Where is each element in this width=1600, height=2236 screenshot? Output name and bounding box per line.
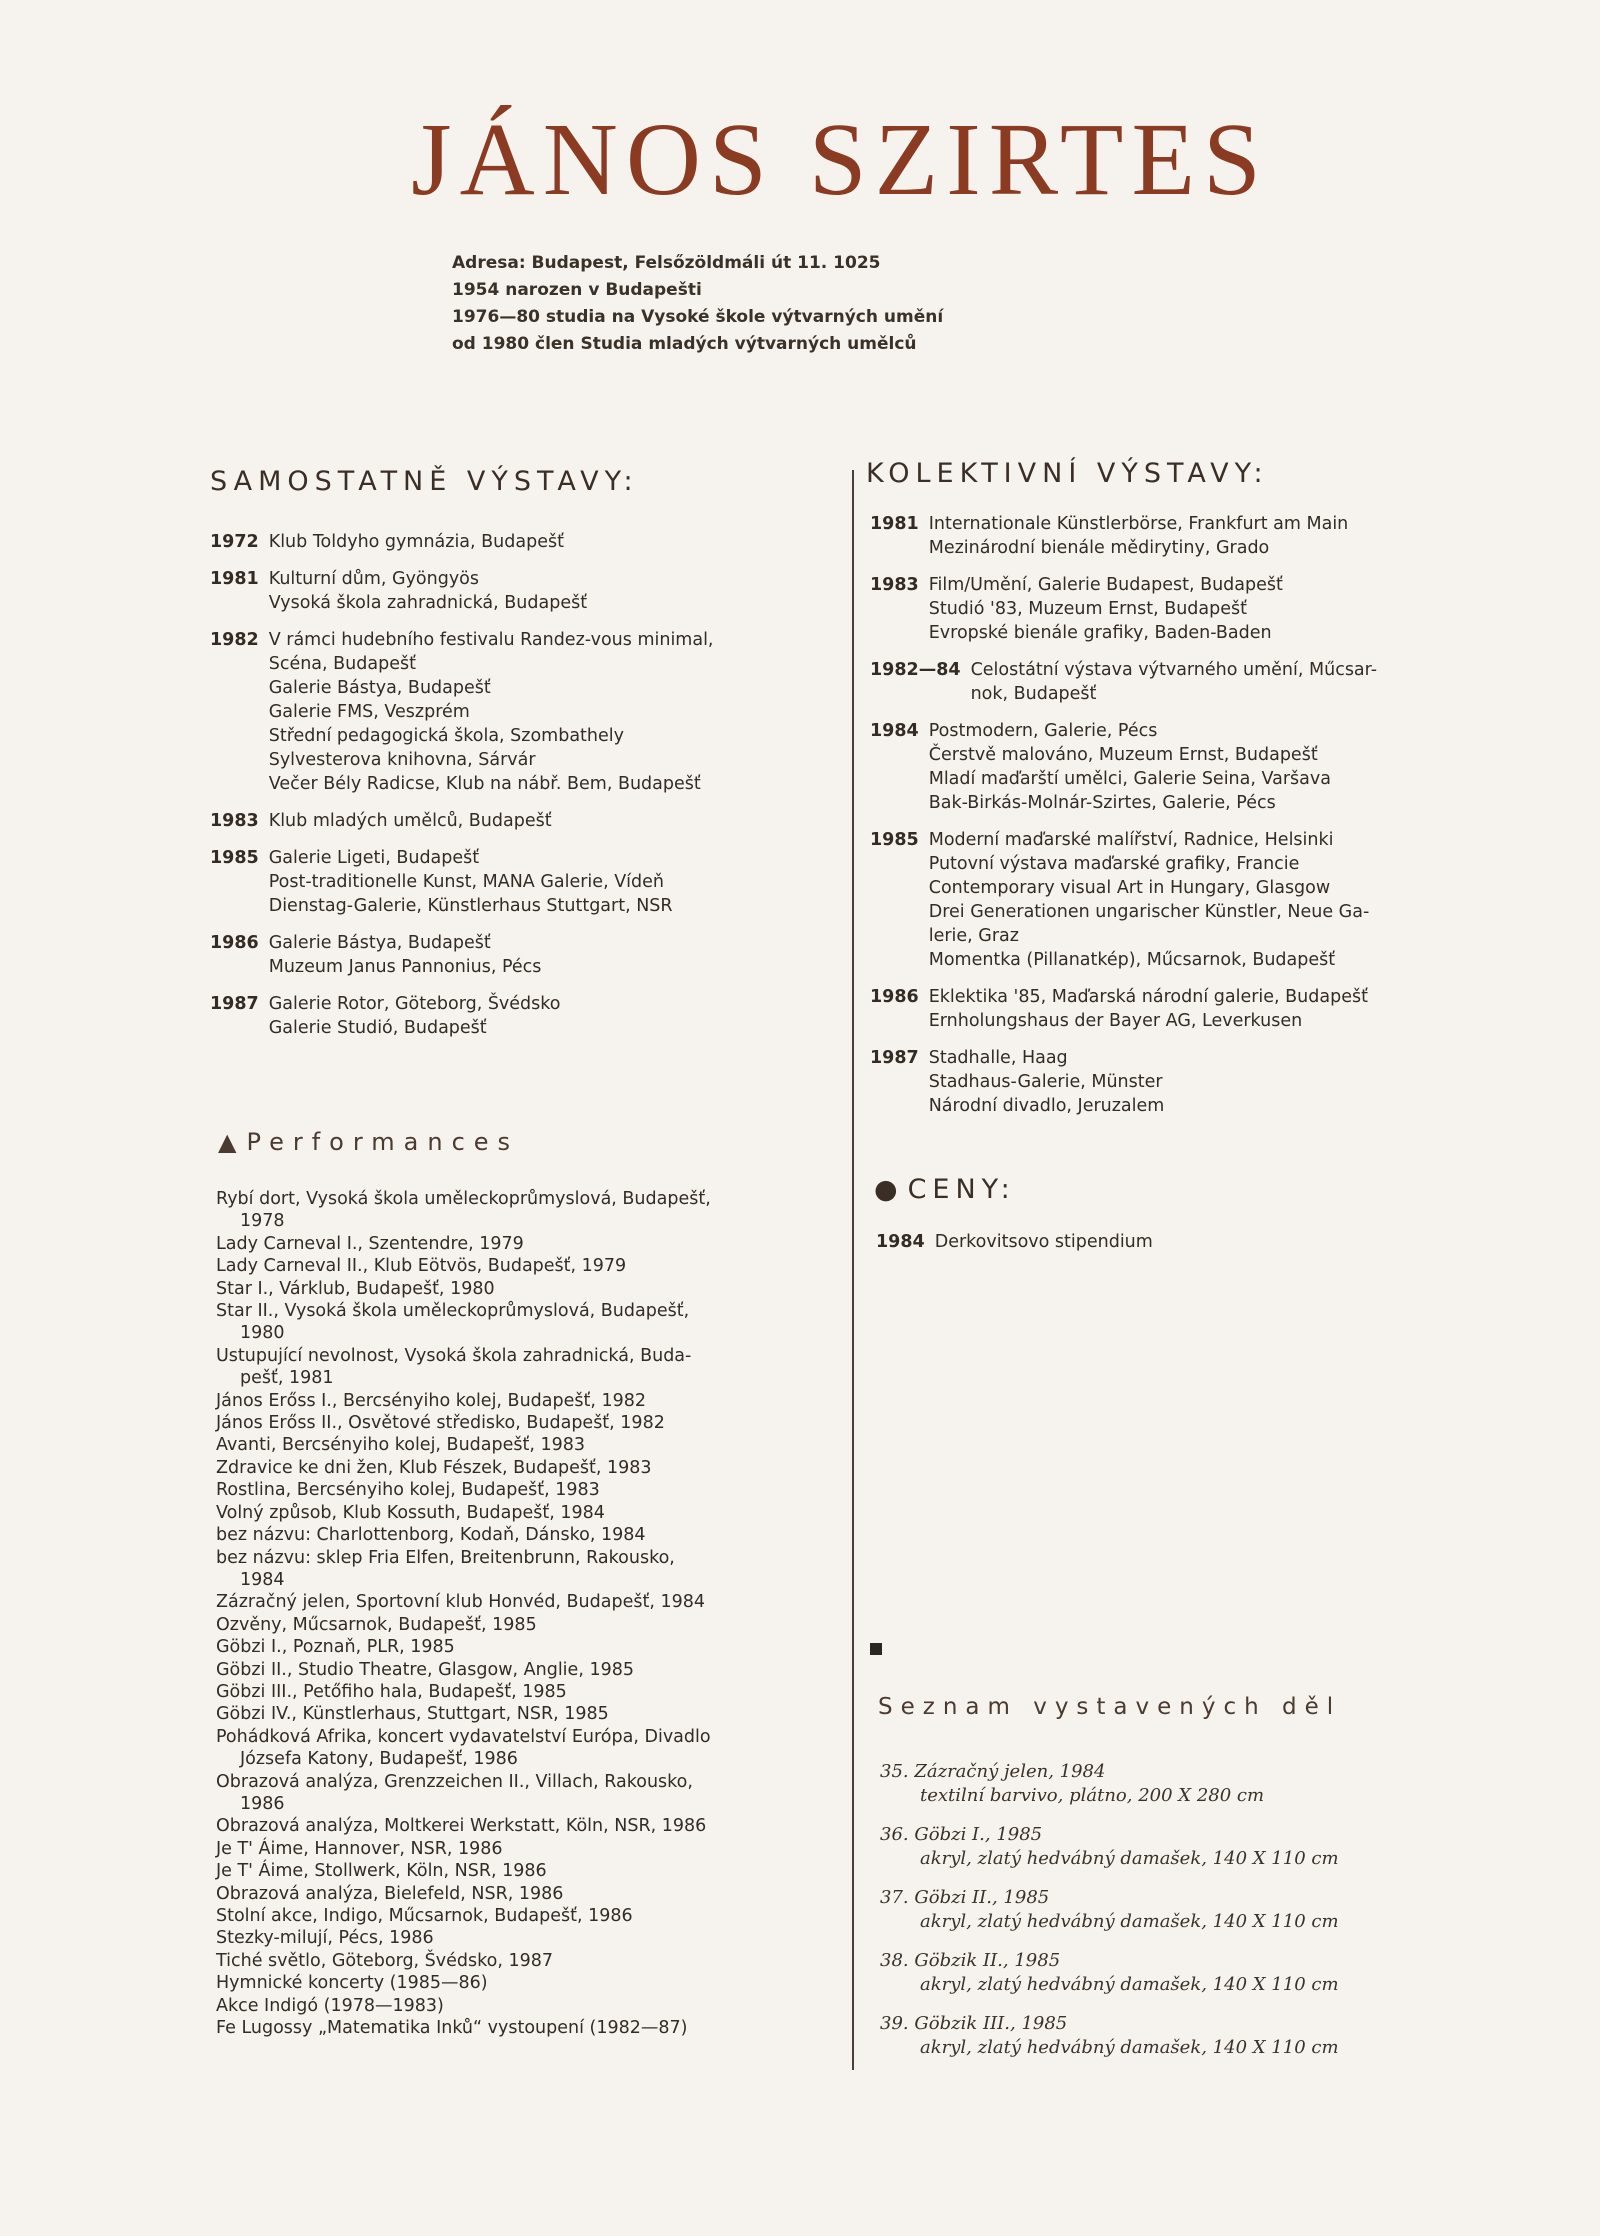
- performance-line: pešť, 1981: [240, 1368, 334, 1389]
- entry-year: 1987: [210, 994, 259, 1014]
- performance-line: Avanti, Bercsényiho kolej, Budapešť, 1983: [216, 1435, 586, 1456]
- performance-line: Ozvěny, Műcsarnok, Budapešť, 1985: [216, 1614, 537, 1635]
- work-title: 39. Göbzik III., 1985: [880, 2013, 1068, 2034]
- work-detail: akryl, zlatý hedvábný damašek, 140 X 110 cm: [920, 1911, 1339, 1932]
- entry-year: 1981: [210, 569, 259, 589]
- bullet-icon: ●: [874, 1174, 898, 1205]
- entry-line: Internationale Künstlerbörse, Frankfurt am Main: [928, 514, 1349, 534]
- performance-line: Obrazová analýza, Bielefeld, NSR, 1986: [216, 1883, 564, 1904]
- performance-line: Zdravice ke dni žen, Klub Fészek, Budapešť, 1983: [216, 1457, 652, 1478]
- entry-year: 1983: [210, 811, 259, 831]
- entry-line: Galerie FMS, Veszprém: [268, 702, 470, 722]
- performance-line: Je T' Áime, Hannover, NSR, 1986: [216, 1838, 503, 1859]
- work-item: [880, 1949, 1339, 1997]
- entry-line: Evropské bienále grafiky, Baden-Baden: [928, 623, 1272, 643]
- entry-line: Drei Generationen ungarischer Künstler, Neue Ga-: [928, 902, 1370, 922]
- performance-line: Ustupující nevolnost, Vysoká škola zahradnická, Buda-: [216, 1345, 692, 1366]
- work-item: [880, 1886, 1339, 1934]
- entry-line: Kulturní dům, Gyöngyös: [268, 569, 480, 589]
- artist-bio: [452, 250, 943, 358]
- group-entry: [870, 658, 1377, 706]
- group-exhibitions-heading: KOLEKTIVNÍ VÝSTAVY:: [866, 458, 1269, 489]
- entry-line: Mladí maďarští umělci, Galerie Seina, Varšava: [928, 769, 1331, 789]
- performance-line: 1986: [240, 1793, 285, 1814]
- performance-line: János Erőss I., Bercsényiho kolej, Budapešť, 1982: [216, 1390, 647, 1411]
- entry-year: 1985: [870, 830, 919, 850]
- entry-year: 1972: [210, 532, 259, 552]
- entry-line: Galerie Bástya, Budapešť: [268, 678, 491, 698]
- work-title: 36. Göbzi I., 1985: [880, 1824, 1043, 1845]
- entry-year: 1982: [210, 630, 259, 650]
- solo-entry: [210, 567, 714, 615]
- entry-year: 1984: [876, 1232, 925, 1252]
- solo-entry: [210, 931, 714, 979]
- performance-line: 1980: [240, 1323, 285, 1344]
- performances-heading-text: Performances: [246, 1128, 520, 1156]
- entry-line: Večer Bély Radicse, Klub na nábř. Bem, Budapešť: [268, 774, 701, 794]
- entry-year: 1981: [870, 514, 919, 534]
- entry-line: Muzeum Janus Pannonius, Pécs: [268, 957, 542, 977]
- bio-membership: od 1980 člen Studia mladých výtvarných umělců: [452, 334, 917, 354]
- performance-line: bez názvu: sklep Fria Elfen, Breitenbrunn, Rakousko,: [216, 1547, 675, 1568]
- performance-line: Göbzi III., Petőfiho hala, Budapešť, 1985: [216, 1681, 567, 1702]
- entry-line: Galerie Bástya, Budapešť: [268, 933, 491, 953]
- group-entry: [870, 573, 1377, 645]
- entry-line: Scéna, Budapešť: [268, 654, 416, 674]
- entry-line: Mezinárodní bienále mědirytiny, Grado: [928, 538, 1270, 558]
- entry-line: lerie, Graz: [928, 926, 1019, 946]
- work-title: 35. Zázračný jelen, 1984: [880, 1761, 1106, 1782]
- group-entry: [870, 1046, 1377, 1118]
- bio-studies: 1976—80 studia na Vysoké škole výtvarných umění: [452, 307, 944, 327]
- performance-line: Stolní akce, Indigo, Műcsarnok, Budapešť, 1986: [216, 1906, 633, 1926]
- awards-list: [876, 1230, 1153, 1267]
- performance-line: 1984: [240, 1569, 285, 1590]
- work-title: 38. Göbzik II., 1985: [880, 1950, 1061, 1971]
- entry-line: Klub mladých umělců, Budapešť: [268, 811, 552, 831]
- entry-year: 1982—84: [870, 660, 961, 680]
- entry-line: Galerie Ligeti, Budapešť: [268, 848, 480, 868]
- performance-line: Star I., Várklub, Budapešť, 1980: [216, 1278, 495, 1299]
- group-entry: [870, 828, 1377, 972]
- entry-line: Postmodern, Galerie, Pécs: [928, 721, 1158, 741]
- entry-line: Ernholungshaus der Bayer AG, Leverkusen: [928, 1011, 1303, 1031]
- group-entry: [870, 719, 1377, 815]
- work-item: [880, 2012, 1339, 2060]
- performance-line: Hymnické koncerty (1985—86): [216, 1973, 488, 1994]
- bio-address: Adresa: Budapest, Felsőzöldmáli út 11. 1025: [452, 253, 881, 273]
- bio-birth: 1954 narozen v Budapešti: [452, 280, 702, 300]
- performance-line: 1978: [240, 1211, 285, 1232]
- performance-line: Pohádková Afrika, koncert vydavatelství Európa, Divadlo: [216, 1726, 711, 1747]
- performance-line: Rostlina, Bercsényiho kolej, Budapešť, 1983: [216, 1480, 600, 1501]
- entry-year: 1986: [210, 933, 259, 953]
- performance-line: Tiché světlo, Göteborg, Švédsko, 1987: [216, 1950, 554, 1971]
- entry-line: Stadhalle, Haag: [928, 1048, 1068, 1068]
- entry-line: nok, Budapešť: [970, 684, 1097, 704]
- square-icon: [870, 1643, 882, 1655]
- performance-line: Zázračný jelen, Sportovní klub Honvéd, Budapešť, 1984: [216, 1592, 706, 1613]
- group-entry: [870, 985, 1377, 1033]
- solo-exhibitions-heading: SAMOSTATNĚ VÝSTAVY:: [210, 466, 639, 497]
- performance-line: Stezky-milují, Pécs, 1986: [216, 1928, 434, 1949]
- work-detail: textilní barvivo, plátno, 200 X 280 cm: [920, 1785, 1265, 1806]
- works-list: [880, 1760, 1339, 2075]
- solo-exhibitions-list: [210, 530, 714, 1053]
- entry-line: Galerie Studió, Budapešť: [268, 1018, 487, 1038]
- page-title: JÁNOS SZIRTES: [411, 102, 1269, 217]
- performance-line: Fe Lugossy „Matematika Inků“ vystoupení (1982—87): [216, 2018, 688, 2039]
- entry-year: 1983: [870, 575, 919, 595]
- entry-line: Film/Umění, Galerie Budapest, Budapešť: [928, 575, 1283, 595]
- performance-line: Akce Indigó (1978—1983): [216, 1995, 444, 2016]
- entry-line: Stadhaus-Galerie, Münster: [928, 1072, 1163, 1092]
- entry-line: Dienstag-Galerie, Künstlerhaus Stuttgart, NSR: [268, 896, 673, 916]
- performance-line: Göbzi IV., Künstlerhaus, Stuttgart, NSR, 1985: [216, 1704, 609, 1725]
- entry-line: Vysoká škola zahradnická, Budapešť: [268, 593, 588, 613]
- performance-line: Józsefa Katony, Budapešť, 1986: [240, 1749, 518, 1770]
- entry-year: 1987: [870, 1048, 919, 1068]
- entry-line: Moderní maďarské malířství, Radnice, Helsinki: [928, 830, 1334, 850]
- performance-line: bez názvu: Charlottenborg, Kodaň, Dánsko, 1984: [216, 1525, 646, 1546]
- work-detail: akryl, zlatý hedvábný damašek, 140 X 110 cm: [920, 2037, 1339, 2058]
- performance-line: Rybí dort, Vysoká škola uměleckoprůmyslová, Budapešť,: [216, 1189, 711, 1209]
- work-detail: akryl, zlatý hedvábný damašek, 140 X 110 cm: [920, 1848, 1339, 1869]
- entry-line: Eklektika '85, Maďarská národní galerie, Budapešť: [928, 987, 1368, 1007]
- entry-line: Putovní výstava maďarské grafiky, Francie: [928, 854, 1300, 874]
- entry-line: Bak-Birkás-Molnár-Szirtes, Galerie, Pécs: [928, 793, 1276, 813]
- solo-entry: [210, 992, 714, 1040]
- work-title: 37. Göbzi II., 1985: [880, 1887, 1050, 1908]
- performance-line: Volný způsob, Klub Kossuth, Budapešť, 1984: [216, 1502, 605, 1523]
- work-detail: akryl, zlatý hedvábný damašek, 140 X 110 cm: [920, 1974, 1339, 1995]
- entry-line: Střední pedagogická škola, Szombathely: [268, 726, 624, 746]
- entry-line: Klub Toldyho gymnázia, Budapešť: [268, 532, 564, 552]
- work-item: [880, 1823, 1339, 1871]
- performance-line: János Erőss II., Osvětové středisko, Budapešť, 1982: [216, 1413, 665, 1434]
- entry-line: Derkovitsovo stipendium: [934, 1232, 1153, 1252]
- solo-entry: [210, 628, 714, 796]
- performance-line: Lady Carneval II., Klub Eötvös, Budapešť, 1979: [216, 1256, 627, 1277]
- solo-entry: [210, 809, 714, 833]
- entry-year: 1986: [870, 987, 919, 1007]
- performance-line: Obrazová analýza, Moltkerei Werkstatt, Köln, NSR, 1986: [216, 1816, 707, 1837]
- performance-line: Star II., Vysoká škola uměleckoprůmyslová, Budapešť,: [216, 1301, 690, 1322]
- triangle-icon: ▲: [218, 1128, 237, 1156]
- entry-year: 1985: [210, 848, 259, 868]
- awards-heading: [874, 1174, 1016, 1205]
- performances-list: [216, 1188, 711, 2039]
- entry-line: Post-traditionelle Kunst, MANA Galerie, Vídeň: [268, 872, 664, 892]
- entry-line: V rámci hudebního festivalu Randez-vous minimal,: [268, 630, 714, 650]
- entry-line: Národní divadlo, Jeruzalem: [928, 1096, 1165, 1116]
- works-heading: Seznam vystavených děl: [878, 1694, 1342, 1720]
- performance-line: Je T' Áime, Stollwerk, Köln, NSR, 1986: [216, 1861, 547, 1882]
- solo-entry: [210, 846, 714, 918]
- performance-line: Obrazová analýza, Grenzzeichen II., Villach, Rakousko,: [216, 1771, 693, 1792]
- column-divider: [852, 470, 854, 2070]
- entry-line: Celostátní výstava výtvarného umění, Műcsar-: [970, 660, 1378, 680]
- award-entry: [876, 1230, 1153, 1254]
- solo-entry: [210, 530, 714, 554]
- entry-line: Contemporary visual Art in Hungary, Glasgow: [928, 878, 1331, 898]
- performance-line: Göbzi I., Poznaň, PLR, 1985: [216, 1637, 455, 1658]
- work-item: [880, 1760, 1339, 1808]
- group-entry: [870, 512, 1377, 560]
- entry-line: Studió '83, Muzeum Ernst, Budapešť: [928, 599, 1247, 619]
- performance-line: Lady Carneval I., Szentendre, 1979: [216, 1233, 524, 1254]
- entry-line: Čerstvě malováno, Muzeum Ernst, Budapešť: [928, 745, 1318, 765]
- entry-line: Momentka (Pillanatkép), Műcsarnok, Budapešť: [928, 950, 1336, 970]
- entry-line: Galerie Rotor, Göteborg, Švédsko: [268, 994, 561, 1014]
- performances-heading: [218, 1128, 519, 1156]
- entry-line: Sylvesterova knihovna, Sárvár: [268, 750, 536, 770]
- entry-year: 1984: [870, 721, 919, 741]
- performance-line: Göbzi II., Studio Theatre, Glasgow, Anglie, 1985: [216, 1659, 634, 1680]
- awards-heading-text: CENY:: [907, 1174, 1016, 1205]
- group-exhibitions-list: [870, 512, 1377, 1131]
